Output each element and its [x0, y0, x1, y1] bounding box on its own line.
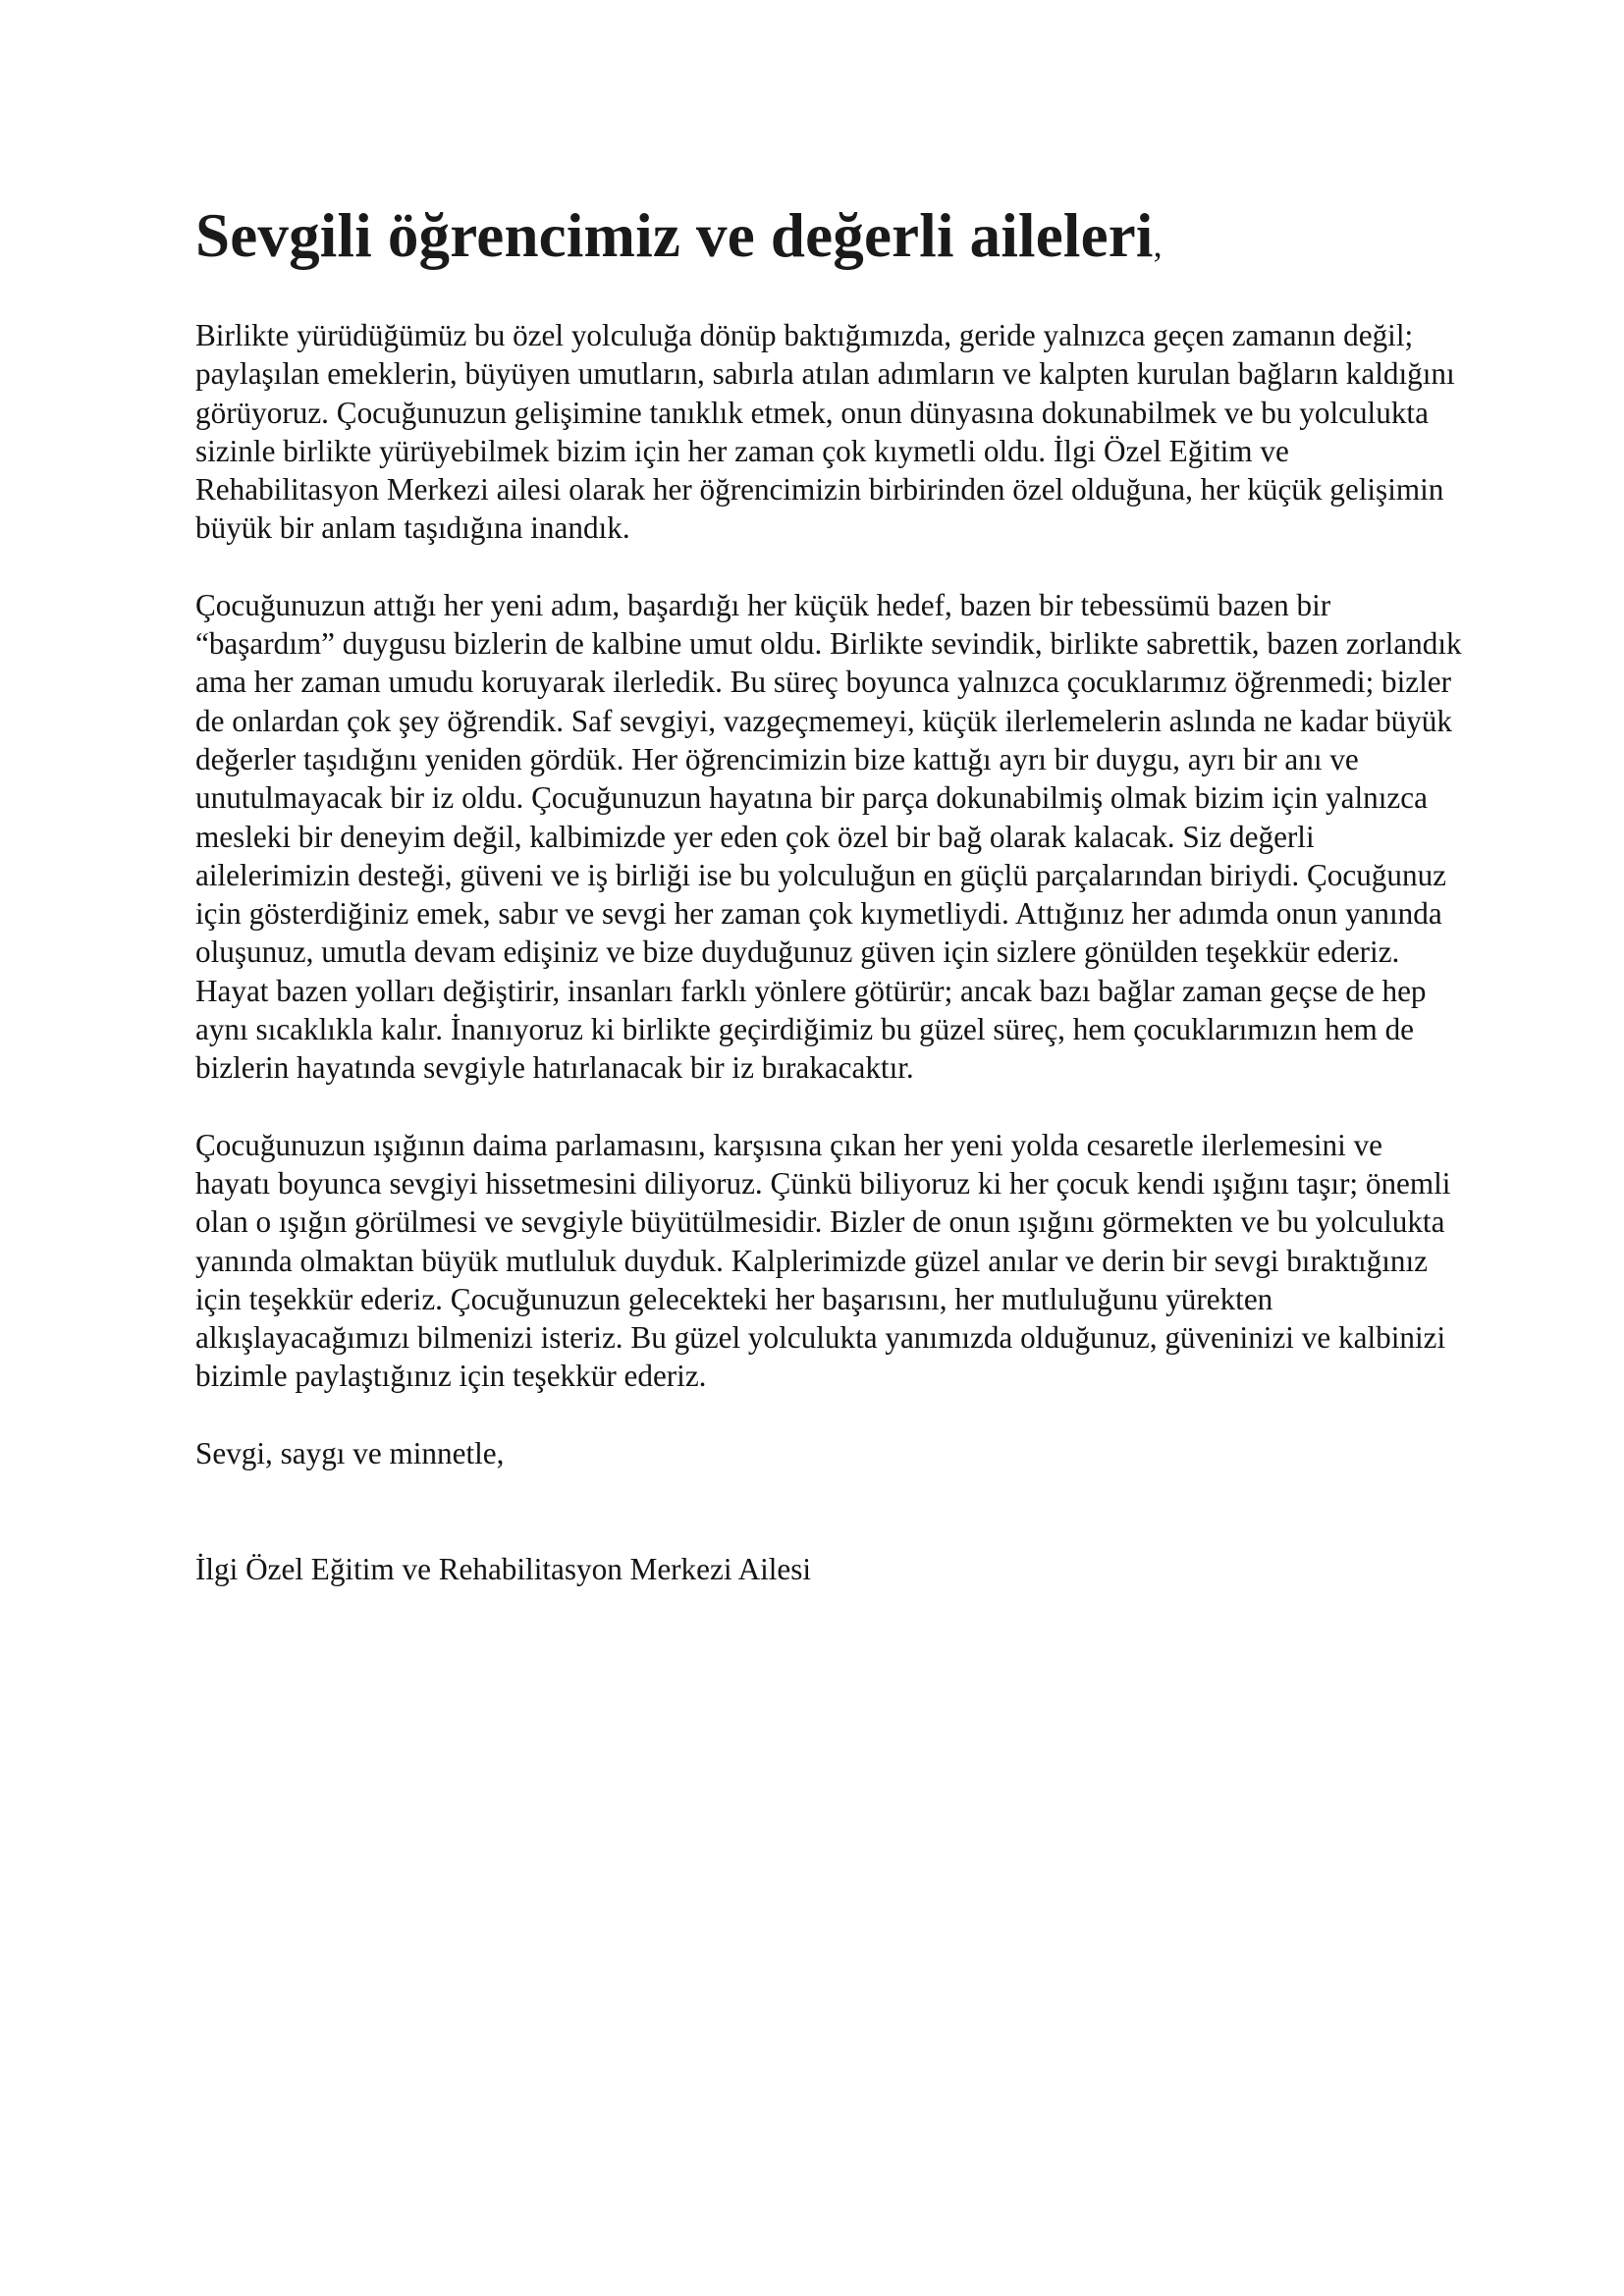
letter-title-text: Sevgili öğrencimiz ve değerli aileleri [195, 201, 1154, 270]
letter-title-comma: , [1153, 225, 1163, 264]
letter-closing: Sevgi, saygı ve minnetle, [195, 1435, 505, 1470]
letter-signature: İlgi Özel Eğitim ve Rehabilitasyon Merkezi Ailesi [195, 1552, 812, 1587]
letter-paragraph-1: Birlikte yürüdüğümüz bu özel yolculuğa dönüp baktığımızda, geride yalnızca geçen zamanın değil; paylaşılan emeklerin, büyüyen umutların, sabırla atılan adımların ve kalpten kurulan bağların kaldığını görüyoruz. Çocuğunuzun gelişimine tanıklık etmek, onun dünyasına dokunabilmek ve bu yolculukta sizinle birlikte yürüyebilmek bizim için her zaman çok kıymetli oldu. İlgi Özel Eğitim ve Rehabilitasyon Merkezi ailesi olarak her öğrencimizin birbirinden özel olduğuna, her küçük gelişimin büyük bir anlam taşıdığına inandık. [195, 318, 1455, 546]
letter-title [195, 196, 1462, 284]
letter-page [195, 196, 1462, 1588]
letter-paragraph-2: Çocuğunuzun attığı her yeni adım, başardığı her küçük hedef, bazen bir tebessümü bazen bir “başardım” duygusu bizlerin de kalbine umut oldu. Birlikte sevindik, birlikte sabrettik, bazen zorlandık ama her zaman umudu koruyarak ilerledik. Bu süreç boyunca yalnızca çocuklarımız öğrenmedi; bizler de onlardan çok şey öğrendik. Saf sevgiyi, vazgeçmemeyi, küçük ilerlemelerin aslında ne kadar büyük değerler taşıdığını yeniden gördük. Her öğrencimizin bize kattığı ayrı bir duygu, ayrı bir anı ve unutulmayacak bir iz oldu. Çocuğunuzun hayatına bir parça dokunabilmiş olmak bizim için yalnızca mesleki bir deneyim değil, kalbimizde yer eden çok özel bir bağ olarak kalacak. Siz değerli ailelerimizin desteği, güveni ve iş birliği ise bu yolculuğun en güçlü parçalarından biriydi. Çocuğunuz için gösterdiğiniz emek, sabır ve sevgi her zaman çok kıymetliydi. Attığınız her adımda onun yanında oluşunuz, umutla devam edişiniz ve bize duyduğunuz güven için sizlere gönülden teşekkür ederiz. Hayat bazen yolları değiştirir, insanları farklı yönlere götürür; ancak bazı bağlar zaman geçse de hep aynı sıcaklıkla kalır. İnanıyoruz ki birlikte geçirdiğimiz bu güzel süreç, hem çocuklarımızın hem de bizlerin hayatında sevgiyle hatırlanacak bir iz bırakacaktır. [195, 587, 1462, 1086]
letter-paragraph-3: Çocuğunuzun ışığının daima parlamasını, karşısına çıkan her yeni yolda cesaretle ilerlemesini ve hayatı boyunca sevgiyi hissetmesini diliyoruz. Çünkü biliyoruz ki her çocuk kendi ışığını taşır; önemli olan o ışığın görülmesi ve sevgiyle büyütülmesidir. Bizler de onun ışığını görmekten ve bu yolculukta yanında olmaktan büyük mutluluk duyduk. Kalplerimizde güzel anılar ve derin bir sevgi bıraktığınız için teşekkür ederiz. Çocuğunuzun gelecekteki her başarısını, her mutluluğunu yürekten alkışlayacağımızı bilmenizi isteriz. Bu güzel yolculukta yanımızda olduğunuz, güveninizi ve kalbinizi bizimle paylaştığınız için teşekkür ederiz. [195, 1127, 1451, 1394]
